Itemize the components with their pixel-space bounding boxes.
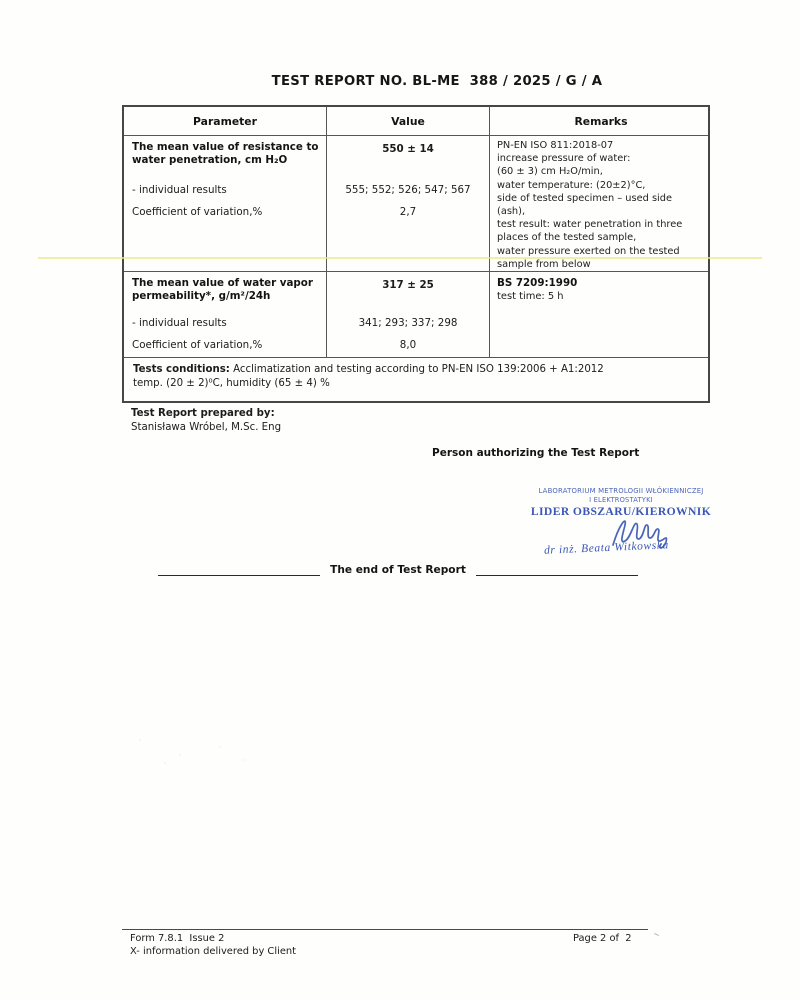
remarks-line: places of the tested sample, bbox=[497, 232, 637, 244]
column-header-value: Value bbox=[327, 107, 490, 135]
test-conditions-row bbox=[124, 358, 708, 401]
value-cell bbox=[327, 272, 490, 357]
stamp-line-2: I ELEKTROSTATYKI bbox=[589, 496, 653, 504]
prepared-by-name: Stanisława Wróbel, M.Sc. Eng bbox=[131, 421, 282, 433]
individual-values: 341; 293; 337; 298 bbox=[358, 317, 458, 329]
coefficient-variation-label: Coefficient of variation,% bbox=[132, 206, 263, 218]
remarks-line: water pressure exerted on the tested bbox=[497, 245, 680, 257]
remarks-line: test result: water penetration in three bbox=[497, 219, 683, 231]
conditions-text: Acclimatization and testing according to PN-EN ISO 139:2006 + A1:2012 bbox=[229, 364, 604, 375]
footer-page-number: Page 2 of 2 bbox=[573, 933, 632, 944]
remarks-line: sample from below bbox=[497, 258, 591, 270]
individual-results-label: - individual results bbox=[132, 317, 227, 329]
results-table bbox=[122, 105, 710, 403]
scan-mark bbox=[654, 933, 659, 936]
coefficient-variation-label: Coefficient of variation,% bbox=[132, 339, 263, 351]
prepared-by-block bbox=[131, 407, 281, 434]
remarks-line: water temperature: (20±2)°C, bbox=[497, 179, 646, 191]
cv-value: 8,0 bbox=[399, 339, 417, 351]
prepared-by-label: Test Report prepared by: bbox=[131, 408, 275, 419]
remarks-line: PN-EN ISO 811:2018-07 bbox=[497, 140, 614, 151]
laboratory-stamp bbox=[520, 487, 722, 557]
parameter-name: The mean value of resistance to water penetration, cm H₂O bbox=[132, 141, 319, 167]
remarks-standard: BS 7209:1990 bbox=[497, 277, 578, 289]
table-header-row bbox=[124, 107, 708, 136]
page-title: TEST REPORT NO. BL-ME 388 / 2025 / G / A bbox=[271, 74, 603, 89]
parameter-cell bbox=[124, 136, 327, 271]
value-cell bbox=[327, 136, 490, 271]
parameter-cell bbox=[124, 272, 327, 357]
stamp-line-3: LIDER OBSZARU/KIEROWNIK bbox=[530, 505, 712, 518]
remarks-line: (ash), bbox=[497, 206, 526, 218]
stamp-line-1: LABORATORIUM METROLOGII WŁÓKIENNICZEJ bbox=[538, 487, 704, 495]
footer-form-number: Form 7.8.1 Issue 2 bbox=[130, 933, 225, 944]
end-of-report-label: The end of Test Report bbox=[330, 564, 466, 576]
end-of-report-row bbox=[158, 562, 638, 576]
remarks-line: increase pressure of water: bbox=[497, 153, 631, 165]
cv-value: 2,7 bbox=[399, 206, 417, 218]
individual-results-label: - individual results bbox=[132, 184, 227, 196]
column-header-remarks: Remarks bbox=[574, 114, 628, 128]
footer-divider bbox=[122, 929, 648, 930]
conditions-label: Tests conditions: bbox=[133, 364, 230, 375]
individual-values: 555; 552; 526; 547; 567 bbox=[345, 184, 471, 196]
table-row-vapor-permeability bbox=[124, 272, 708, 358]
mean-value: 317 ± 25 bbox=[382, 279, 434, 291]
remarks-test-time: test time: 5 h bbox=[497, 291, 564, 302]
footer-client-note: X- information delivered by Client bbox=[130, 946, 297, 957]
remarks-line: side of tested specimen – used side bbox=[497, 192, 673, 204]
column-header-parameter: Parameter bbox=[124, 107, 327, 135]
signer-name: dr inż. Beata Witkowska bbox=[543, 539, 670, 557]
conditions-line2: temp. (20 ± 2)⁰C, humidity (65 ± 4) % bbox=[133, 377, 330, 389]
remarks-line: (60 ± 3) cm H₂O/min, bbox=[497, 166, 603, 178]
remarks-cell bbox=[490, 136, 712, 271]
conditions-line1 bbox=[133, 363, 699, 377]
scan-smudge bbox=[110, 725, 280, 770]
parameter-name: The mean value of water vapor permeability*, g/m²/24h bbox=[132, 277, 313, 303]
table-row-water-penetration bbox=[124, 136, 708, 272]
authorizing-label: Person authorizing the Test Report bbox=[432, 447, 640, 459]
remarks-cell bbox=[490, 272, 712, 357]
mean-value: 550 ± 14 bbox=[382, 143, 434, 155]
end-rule-left bbox=[158, 562, 320, 576]
end-rule-right bbox=[476, 562, 638, 576]
